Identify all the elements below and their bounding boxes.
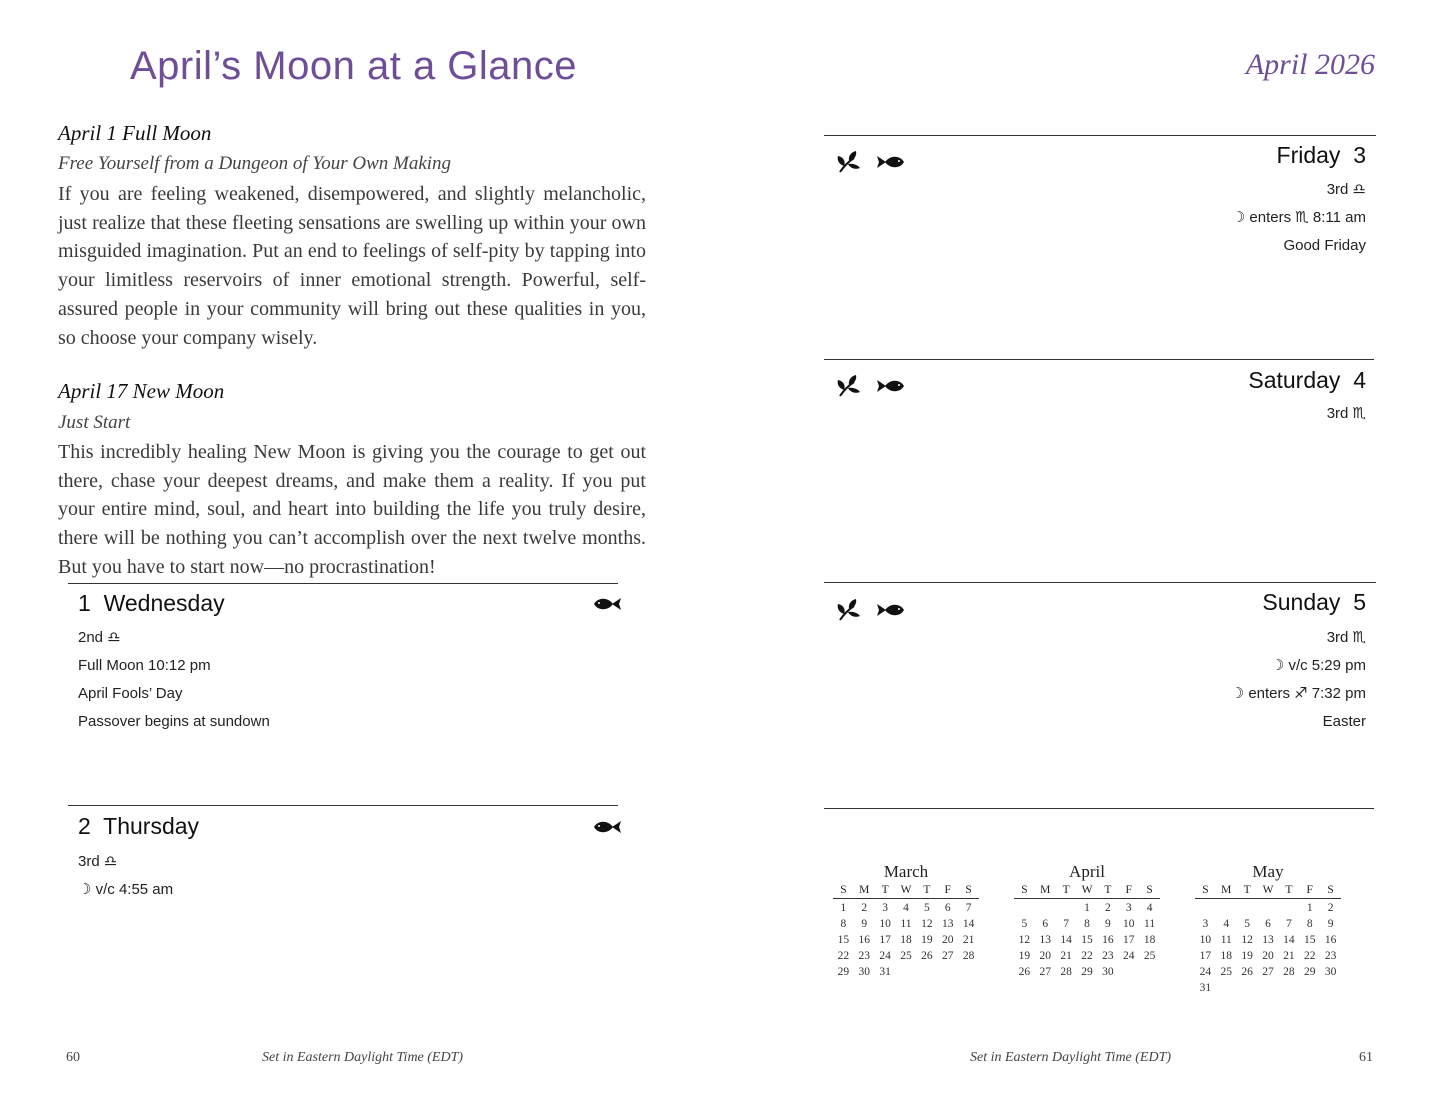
calendar-day: 7: [965, 902, 972, 914]
calendar-day: 11: [900, 918, 912, 930]
calendar-day: 20: [941, 934, 954, 946]
mini-calendar-month: May: [1252, 862, 1284, 881]
day-notes: [78, 624, 270, 736]
day-number: 3: [1353, 142, 1366, 168]
calendar-day: 3: [1125, 902, 1132, 914]
calendar-day: 24: [879, 950, 891, 962]
day-name: Sunday: [1262, 589, 1341, 615]
page-number-left: 60: [66, 1050, 80, 1065]
mini-calendar-weekdays: [1014, 884, 1160, 899]
calendar-day: 26: [1018, 966, 1031, 978]
calendar-day: 16: [1102, 934, 1114, 946]
calendar-day: 27: [1262, 966, 1274, 978]
weekday-label: W: [900, 884, 912, 896]
empty-day-cell: [1216, 902, 1237, 914]
weekday-label: T: [1062, 884, 1070, 896]
calendar-day: 5: [923, 902, 930, 914]
mini-calendar-weekdays: [833, 884, 979, 899]
calendar-day: 22: [837, 950, 850, 962]
day-name: Wednesday: [103, 590, 225, 616]
weekday-label: T: [923, 884, 931, 896]
mini-calendar-days: [1014, 902, 1160, 978]
calendar-day: 31: [879, 966, 891, 978]
calendar-day: 16: [1324, 934, 1337, 946]
calendar-day: 14: [1283, 934, 1295, 946]
mini-calendar-month: March: [883, 862, 929, 881]
calendar-day: 8: [1306, 918, 1313, 930]
calendar-day: 9: [1104, 918, 1111, 930]
calendar-day: 16: [858, 934, 871, 946]
fish-icon: [876, 378, 906, 394]
calendar-day: 10: [879, 918, 891, 930]
calendar-day: 6: [1265, 918, 1271, 930]
weekday-label: S: [1327, 884, 1334, 896]
calendar-day: 9: [1327, 918, 1334, 930]
day-number: 1: [78, 590, 91, 616]
weekday-label: T: [1285, 884, 1293, 896]
mini-calendar-days: [833, 902, 979, 978]
calendar-day: 30: [1102, 966, 1114, 978]
day-number: 2: [78, 813, 91, 839]
page-number-right: 61: [1359, 1050, 1373, 1065]
weekday-label: F: [944, 884, 951, 896]
day-entry-wednesday[interactable]: [78, 590, 225, 617]
empty-day-cell: [1056, 902, 1077, 914]
moon-phase-sign: 3rd ♏: [1326, 405, 1366, 422]
calendar-day: 10: [1122, 918, 1135, 930]
calendar-day: 19: [1018, 950, 1031, 962]
empty-day-cell: [1014, 902, 1035, 914]
calendar-day: 24: [1122, 950, 1135, 962]
calendar-day: 4: [1146, 902, 1153, 914]
day-divider: [68, 583, 618, 584]
day-note: Easter: [1322, 713, 1366, 730]
full-moon-body: If you are feeling weakened, disempowered, and slightly melancholic, just realize that these fleeting sensations are swelling up within your own misguided imagination. Put an end to feelings of self-pity by tapping into your limitless reservoirs of inner emotional strength. Powerful, self-assured people in your community will bring out these qualities in you, so choose your company wisely.: [58, 183, 646, 349]
calendar-day: 21: [962, 934, 975, 946]
day-divider: [824, 135, 1376, 136]
day-note: ☽ v/c 4:55 am: [78, 881, 174, 898]
calendar-day: 13: [1262, 934, 1274, 946]
day-notes: [78, 848, 173, 904]
full-moon-heading: April 1 Full Moon: [58, 121, 212, 145]
new-moon-body: This incredibly healing New Moon is giving you the courage to get out there, chase your deepest dreams, and make them a reality. If you put your entire mind, soul, and heart into building the life you truly desire, there will be nothing you can’t accomplish over the next twelve months. But you have to start now—no procrastination!: [58, 441, 646, 578]
day-entry-friday[interactable]: [1277, 142, 1366, 169]
calendar-day: 14: [962, 918, 975, 930]
calendar-day: 17: [1122, 934, 1135, 946]
calendar-day: 30: [858, 966, 871, 978]
calendar-day: 25: [1220, 966, 1233, 978]
calendar-day: 19: [1241, 950, 1253, 962]
calendar-day: 29: [1081, 966, 1093, 978]
calendar-day: 8: [840, 918, 847, 930]
new-moon-subtitle: Just Start: [58, 412, 131, 433]
day-divider: [824, 808, 1374, 809]
calendar-day: 5: [1244, 918, 1250, 930]
day-note: Good Friday: [1283, 237, 1366, 254]
calendar-day: 2: [1104, 902, 1111, 914]
day-divider: [68, 805, 618, 806]
calendar-day: 18: [900, 934, 912, 946]
calendar-day: 1: [1084, 902, 1090, 914]
calendar-day: 21: [1060, 950, 1072, 962]
calendar-day: 12: [921, 918, 933, 930]
calendar-day: 24: [1199, 966, 1212, 978]
empty-day-cell: [1237, 902, 1258, 914]
calendar-day: 27: [941, 950, 954, 962]
calendar-day: 4: [903, 902, 909, 914]
calendar-day: 13: [941, 918, 954, 930]
day-notes: [1231, 624, 1366, 736]
calendar-day: 18: [1220, 950, 1233, 962]
day-note: April Fools’ Day: [78, 685, 183, 702]
day-note: ☽ enters ♏ 8:11 am: [1231, 209, 1366, 226]
day-name: Saturday: [1248, 367, 1341, 393]
calendar-day: 28: [962, 950, 975, 962]
calendar-day: 20: [1262, 950, 1274, 962]
day-notes: [1327, 400, 1366, 428]
calendar-day: 31: [1199, 982, 1212, 994]
calendar-day: 28: [1060, 966, 1072, 978]
mini-calendar-weekdays: [1195, 884, 1341, 899]
empty-day-cell: [1195, 902, 1216, 914]
weekday-label: S: [840, 884, 847, 896]
calendar-day: 18: [1143, 934, 1156, 946]
plant-icon: [836, 598, 862, 622]
calendar-day: 1: [1306, 902, 1313, 914]
mini-calendar-march: [833, 862, 979, 978]
day-notes: [1232, 176, 1366, 260]
day-note: ☽ v/c 5:29 pm: [1270, 657, 1366, 674]
mini-calendar-may: [1195, 862, 1341, 994]
calendar-day: 17: [879, 934, 891, 946]
new-moon-heading: April 17 New Moon: [58, 379, 225, 403]
calendar-day: 22: [1303, 950, 1316, 962]
calendar-day: 17: [1199, 950, 1212, 962]
calendar-day: 21: [1283, 950, 1295, 962]
calendar-day: 11: [1144, 918, 1156, 930]
moon-phase-sign: 2nd ♎: [78, 629, 121, 646]
calendar-day: 23: [858, 950, 871, 962]
day-note: ☽ enters ♐ 7:32 pm: [1230, 685, 1366, 702]
calendar-day: 29: [1303, 966, 1316, 978]
weekday-label: M: [1221, 884, 1232, 896]
calendar-day: 3: [1202, 918, 1209, 930]
mini-calendar-days: [1195, 902, 1341, 994]
calendar-day: 9: [861, 918, 868, 930]
timezone-footer-left: Set in Eastern Daylight Time (EDT): [262, 1050, 464, 1065]
weekday-label: T: [1104, 884, 1112, 896]
day-number: 5: [1353, 589, 1366, 615]
calendar-day: 2: [861, 902, 868, 914]
calendar-day: 15: [837, 934, 850, 946]
calendar-day: 8: [1084, 918, 1090, 930]
calendar-day: 23: [1102, 950, 1114, 962]
calendar-day: 22: [1081, 950, 1093, 962]
page-title-left: April’s Moon at a Glance: [130, 44, 578, 88]
calendar-day: 14: [1060, 934, 1072, 946]
day-number: 4: [1353, 367, 1366, 393]
fish-icon: [592, 819, 622, 835]
calendar-day: 26: [921, 950, 933, 962]
mini-calendar-month: April: [1069, 862, 1105, 881]
day-entry-sunday[interactable]: [1262, 589, 1366, 616]
weekday-label: M: [1040, 884, 1051, 896]
day-note: Passover begins at sundown: [78, 713, 270, 730]
weekday-label: S: [965, 884, 972, 896]
day-name: Thursday: [103, 813, 200, 839]
calendar-day: 15: [1081, 934, 1093, 946]
calendar-day: 25: [900, 950, 912, 962]
day-entry-saturday[interactable]: [1248, 367, 1366, 394]
weekday-label: T: [1243, 884, 1251, 896]
timezone-footer-right: Set in Eastern Daylight Time (EDT): [970, 1050, 1172, 1065]
moon-phase-sign: 3rd ♎: [78, 853, 118, 870]
calendar-day: 28: [1283, 966, 1295, 978]
calendar-day: 7: [1063, 918, 1069, 930]
calendar-day: 12: [1241, 934, 1253, 946]
day-entry-thursday[interactable]: [78, 813, 199, 840]
weekday-label: F: [1125, 884, 1132, 896]
fish-icon: [876, 602, 906, 618]
day-note: Full Moon 10:12 pm: [78, 657, 211, 674]
empty-day-cell: [1035, 902, 1056, 914]
mini-calendar-april: [1014, 862, 1160, 978]
calendar-day: 12: [1018, 934, 1031, 946]
moon-phase-sign: 3rd ♏: [1326, 629, 1366, 646]
empty-day-cell: [1278, 902, 1299, 914]
weekday-label: M: [859, 884, 870, 896]
day-divider: [824, 582, 1376, 583]
weekday-label: S: [1021, 884, 1028, 896]
calendar-day: 29: [837, 966, 850, 978]
calendar-day: 2: [1327, 902, 1334, 914]
plant-icon: [836, 374, 862, 398]
weekday-label: S: [1146, 884, 1153, 896]
calendar-day: 3: [882, 902, 888, 914]
calendar-day: 23: [1324, 950, 1337, 962]
calendar-day: 4: [1223, 918, 1230, 930]
weekday-label: S: [1202, 884, 1209, 896]
calendar-day: 7: [1285, 918, 1292, 930]
calendar-day: 27: [1039, 966, 1052, 978]
empty-day-cell: [1258, 902, 1279, 914]
weekday-label: F: [1306, 884, 1313, 896]
weekday-label: W: [1262, 884, 1274, 896]
calendar-day: 5: [1021, 918, 1028, 930]
weekday-label: T: [881, 884, 889, 896]
plant-icon: [836, 150, 862, 174]
day-divider: [824, 359, 1374, 360]
fish-icon: [876, 154, 906, 170]
calendar-day: 13: [1039, 934, 1052, 946]
calendar-day: 6: [1042, 918, 1049, 930]
full-moon-subtitle: Free Yourself from a Dungeon of Your Own Making: [58, 153, 452, 174]
calendar-day: 11: [1220, 934, 1232, 946]
calendar-day: 6: [944, 902, 951, 914]
calendar-day: 26: [1241, 966, 1253, 978]
calendar-day: 19: [921, 934, 933, 946]
calendar-day: 25: [1143, 950, 1156, 962]
calendar-day: 1: [840, 902, 847, 914]
day-name: Friday: [1276, 142, 1341, 168]
weekday-label: W: [1081, 884, 1093, 896]
moon-phase-sign: 3rd ♎: [1326, 181, 1366, 198]
page-title-right: April 2026: [1245, 48, 1375, 81]
fish-icon: [592, 596, 622, 612]
calendar-day: 10: [1199, 934, 1212, 946]
calendar-day: 20: [1039, 950, 1052, 962]
calendar-day: 30: [1324, 966, 1337, 978]
calendar-day: 15: [1303, 934, 1316, 946]
